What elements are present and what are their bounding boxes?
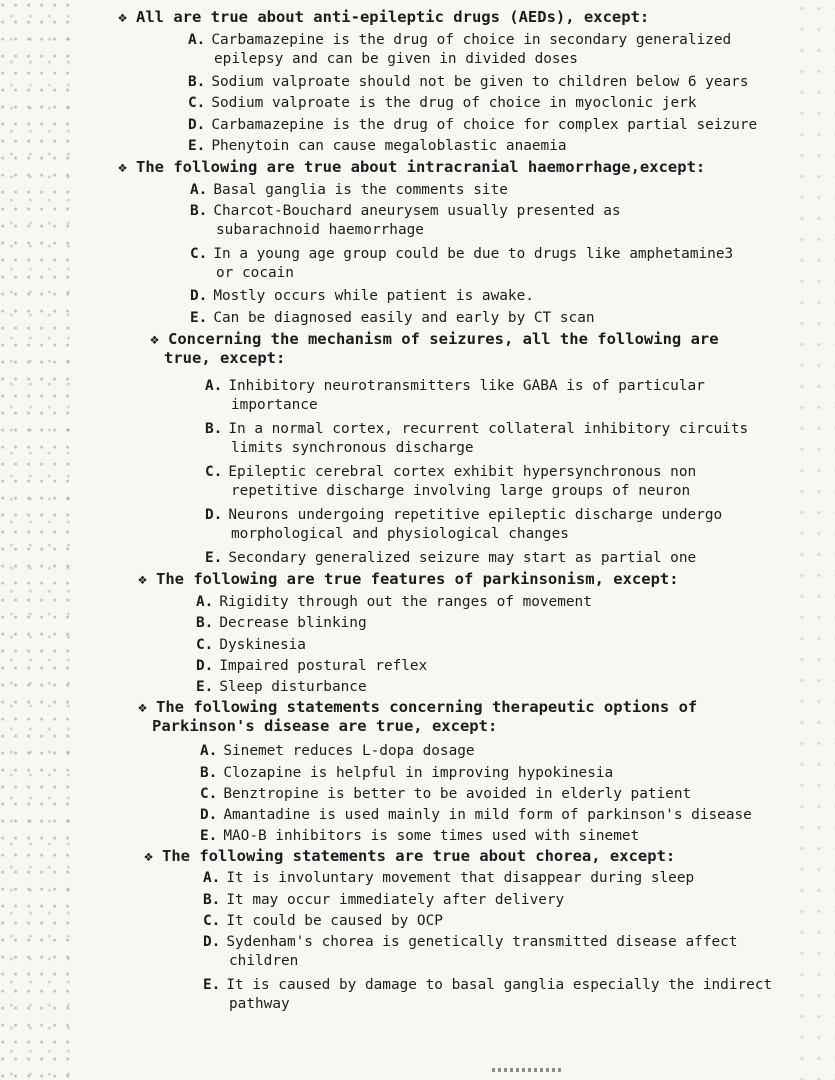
- answer-option: [188, 116, 757, 135]
- option-letter: A.: [205, 378, 223, 394]
- option-text: importance: [231, 397, 318, 413]
- diamond-bullet-icon: ❖: [118, 8, 128, 26]
- option-text: Benztropine is better to be avoided in elderly patient: [223, 786, 692, 802]
- option-text: Sodium valproate is the drug of choice in myoclonic jerk: [211, 95, 697, 111]
- answer-option: [205, 420, 748, 458]
- answer-option: [200, 785, 691, 804]
- answer-option: [200, 764, 613, 783]
- option-letter: A.: [188, 32, 206, 48]
- option-text: subarachnoid haemorrhage: [216, 222, 424, 238]
- diamond-bullet-icon: ❖: [144, 847, 154, 865]
- option-letter: C.: [196, 637, 214, 653]
- answer-option: [196, 678, 367, 697]
- question-stem: [138, 698, 697, 736]
- option-letter: B.: [203, 892, 221, 908]
- option-text: Neurons undergoing repetitive epileptic discharge undergo: [228, 507, 723, 523]
- option-letter: D.: [205, 507, 223, 523]
- option-text: limits synchronous discharge: [231, 440, 474, 456]
- option-letter: B.: [190, 203, 208, 219]
- question-stem-line: All are true about anti-epileptic drugs (AEDs), except:: [136, 8, 650, 26]
- option-text: Amantadine is used mainly in mild form of parkinson's disease: [223, 807, 752, 823]
- option-text: pathway: [229, 996, 290, 1012]
- question-stem: [138, 570, 679, 589]
- option-letter: E.: [190, 310, 208, 326]
- diamond-bullet-icon: ❖: [138, 570, 148, 588]
- scan-artifact-bottom: [492, 1068, 562, 1072]
- option-letter: E.: [203, 977, 221, 993]
- option-letter: C.: [188, 95, 206, 111]
- option-letter: D.: [190, 288, 208, 304]
- question-stem-line: The following statements concerning therapeutic options of: [156, 698, 698, 716]
- question-stem-line: true, except:: [164, 349, 286, 367]
- question-stem-line: Concerning the mechanism of seizures, all the following are: [168, 330, 719, 348]
- answer-option: [190, 287, 534, 306]
- answer-option: [190, 202, 621, 240]
- answer-option: [205, 463, 696, 501]
- question-stem-line: The following statements are true about chorea, except:: [162, 847, 676, 865]
- answer-option: [203, 933, 738, 971]
- option-text: morphological and physiological changes: [231, 526, 569, 542]
- option-text: Can be diagnosed easily and early by CT scan: [213, 310, 595, 326]
- question-stem: [118, 158, 705, 177]
- answer-option: [188, 31, 731, 69]
- option-text: MAO-B inhibitors is some times used with sinemet: [223, 828, 640, 844]
- option-text: Rigidity through out the ranges of movement: [219, 594, 592, 610]
- option-text: Sydenham's chorea is genetically transmitted disease affect: [226, 934, 738, 950]
- question-stem: [118, 8, 649, 27]
- answer-option: [190, 181, 508, 200]
- answer-option: [188, 137, 567, 156]
- option-letter: A.: [190, 182, 208, 198]
- option-letter: B.: [188, 74, 206, 90]
- answer-option: [190, 245, 733, 283]
- option-letter: E.: [188, 138, 206, 154]
- option-text: Epileptic cerebral cortex exhibit hypersynchronous non: [228, 464, 697, 480]
- option-letter: E.: [196, 679, 214, 695]
- answer-option: [190, 309, 595, 328]
- option-letter: C.: [205, 464, 223, 480]
- answer-option: [203, 891, 564, 910]
- option-text: Clozapine is helpful in improving hypokinesia: [223, 765, 614, 781]
- question-stem-line: The following are true features of parkinsonism, except:: [156, 570, 679, 588]
- answer-option: [188, 94, 697, 113]
- option-text: Basal ganglia is the comments site: [213, 182, 508, 198]
- answer-option: [200, 806, 752, 825]
- answer-option: [188, 73, 749, 92]
- option-letter: E.: [205, 550, 223, 566]
- answer-option: [200, 827, 639, 846]
- option-letter: A.: [196, 594, 214, 610]
- scan-noise-left-margin: [0, 0, 70, 1080]
- option-text: Mostly occurs while patient is awake.: [213, 288, 534, 304]
- option-text: In a normal cortex, recurrent collateral inhibitory circuits: [228, 421, 749, 437]
- option-text: Charcot-Bouchard aneurysem usually presented as: [213, 203, 621, 219]
- option-letter: A.: [200, 743, 218, 759]
- option-text: Carbamazepine is the drug of choice in secondary generalized: [211, 32, 732, 48]
- option-text: Sodium valproate should not be given to children below 6 years: [211, 74, 749, 90]
- answer-option: [196, 657, 427, 676]
- option-text: children: [229, 953, 299, 969]
- option-text: repetitive discharge involving large groups of neuron: [231, 483, 691, 499]
- option-letter: B.: [200, 765, 218, 781]
- answer-option: [196, 593, 592, 612]
- option-text: Phenytoin can cause megaloblastic anaemia: [211, 138, 567, 154]
- diamond-bullet-icon: ❖: [150, 330, 160, 348]
- option-text: Carbamazepine is the drug of choice for complex partial seizure: [211, 117, 758, 133]
- option-text: It is caused by damage to basal ganglia especially the indirect: [226, 977, 773, 993]
- option-letter: D.: [188, 117, 206, 133]
- option-letter: A.: [203, 870, 221, 886]
- option-text: Secondary generalized seizure may start as partial one: [228, 550, 697, 566]
- question-stem: [150, 330, 719, 368]
- option-text: Dyskinesia: [219, 637, 306, 653]
- option-letter: B.: [196, 615, 214, 631]
- option-letter: C.: [190, 246, 208, 262]
- option-text: Impaired postural reflex: [219, 658, 428, 674]
- option-letter: B.: [205, 421, 223, 437]
- answer-option: [203, 912, 443, 931]
- option-text: It could be caused by OCP: [226, 913, 443, 929]
- option-text: It is involuntary movement that disappear during sleep: [226, 870, 695, 886]
- option-text: In a young age group could be due to drugs like amphetamine3: [213, 246, 734, 262]
- option-text: Sinemet reduces L-dopa dosage: [223, 743, 475, 759]
- answer-option: [200, 742, 475, 761]
- option-text: Inhibitory neurotransmitters like GABA is of particular: [228, 378, 705, 394]
- diamond-bullet-icon: ❖: [138, 698, 148, 716]
- answer-option: [205, 506, 722, 544]
- answer-option: [203, 976, 772, 1014]
- option-letter: D.: [203, 934, 221, 950]
- option-letter: E.: [200, 828, 218, 844]
- answer-option: [205, 549, 696, 568]
- diamond-bullet-icon: ❖: [118, 158, 128, 176]
- question-stem: [144, 847, 675, 866]
- option-text: Sleep disturbance: [219, 679, 367, 695]
- answer-option: [196, 614, 367, 633]
- option-text: epilepsy and can be given in divided doses: [214, 51, 578, 67]
- scan-noise-right-margin: [795, 0, 835, 1080]
- answer-option: [196, 636, 306, 655]
- answer-option: [205, 377, 705, 415]
- answer-option: [203, 869, 694, 888]
- option-text: It may occur immediately after delivery: [226, 892, 565, 908]
- option-letter: D.: [200, 807, 218, 823]
- question-stem-line: The following are true about intracranial haemorrhage,except:: [136, 158, 706, 176]
- question-stem-line: Parkinson's disease are true, except:: [152, 717, 498, 735]
- option-letter: D.: [196, 658, 214, 674]
- option-letter: C.: [203, 913, 221, 929]
- option-text: Decrease blinking: [219, 615, 367, 631]
- option-text: or cocain: [216, 265, 294, 281]
- option-letter: C.: [200, 786, 218, 802]
